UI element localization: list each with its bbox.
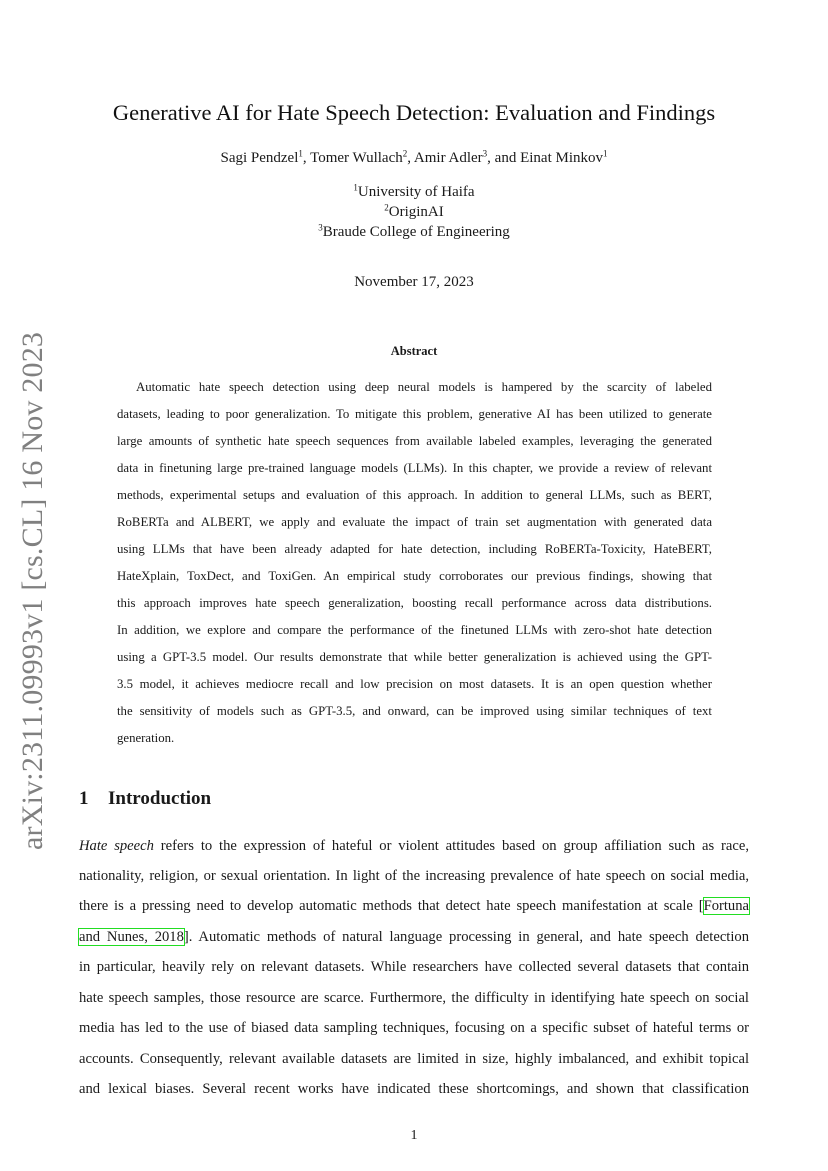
affiliation — [0, 224, 828, 241]
abstract-line: using a GPT-3.5 model. Our results demonstrate that while better generalization is achieved using the GPT- — [117, 650, 712, 664]
author-name: , Tomer Wullach — [302, 150, 403, 166]
abstract-line: this approach improves hate speech generalization, boosting recall performance across data distributions. — [117, 596, 712, 610]
author-affiliation-mark: 2 — [402, 148, 408, 159]
body-line: and lexical biases. Several recent works have indicated these shortcomings, and shown that classification — [79, 1081, 749, 1097]
abstract-heading: Abstract — [390, 344, 438, 358]
affiliation — [0, 204, 828, 221]
author-affiliation-mark: 1 — [298, 148, 303, 159]
author-name: , and Einat Minkov — [487, 150, 603, 166]
arxiv-identifier: arXiv:2311.09993v1 [cs.CL] 16 Nov 2023 — [16, 331, 49, 850]
body-line: in particular, heavily rely on relevant datasets. While researchers have collected several datasets that contain — [79, 959, 749, 975]
citation-link[interactable]: Fortuna — [703, 898, 749, 914]
abstract-line: the sensitivity of models such as GPT-3.5, and onward, can be improved using similar techniques of text — [117, 704, 712, 718]
abstract-line: RoBERTa and ALBERT, we apply and evaluate the impact of train set augmentation with generated data — [117, 515, 712, 529]
paper-title: Generative AI for Hate Speech Detection: Evaluation and Findings — [112, 100, 716, 125]
abstract-line: generation. — [117, 731, 175, 745]
abstract-line: Automatic hate speech detection using deep neural models is hampered by the scarcity of labeled — [136, 380, 712, 394]
abstract-line: large amounts of synthetic hate speech sequences from available labeled examples, leveraging the generated — [117, 434, 712, 448]
affiliation-name: Braude College of Engineering — [322, 224, 510, 240]
body-line: accounts. Consequently, relevant available datasets are limited in size, highly imbalanced, and exhibit topical — [79, 1051, 749, 1067]
body-text: there is a pressing need to develop automatic methods that detect hate speech manifestation at scale [ — [79, 898, 704, 914]
body-text: refers to the expression of hateful or violent attitudes based on group affiliation such as race, — [153, 838, 749, 854]
body-line — [79, 838, 749, 855]
body-line: nationality, religion, or sexual orientation. In light of the increasing prevalence of hate speech on social media, — [79, 868, 749, 884]
abstract-line: In addition, we explore and compare the performance of the finetuned LLMs with zero-shot hate detection — [117, 623, 712, 637]
abstract-line: data in finetuning large pre-trained language models (LLMs). In this chapter, we provide a review of relevant — [117, 461, 712, 475]
emphasized-term: Hate speech — [79, 838, 154, 854]
affiliation-mark: 2 — [384, 202, 389, 213]
affiliation-name: University of Haifa — [357, 184, 475, 200]
author-affiliation-mark: 1 — [603, 148, 608, 159]
abstract-line: using LLMs that have been already adapted for hate detection, including RoBERTa-Toxicity, HateBERT, — [117, 542, 712, 556]
section-heading — [79, 788, 211, 810]
abstract-line: HateXplain, ToxDect, and ToxiGen. An empirical study corroborates our previous findings, showing that — [117, 569, 712, 583]
citation-link[interactable]: and Nunes, 2018 — [79, 929, 184, 945]
body-text: ]. Automatic methods of natural language processing in general, and hate speech detection — [183, 929, 749, 945]
body-line: media has led to the use of biased data sampling techniques, focusing on a specific subset of hateful terms or — [79, 1020, 749, 1036]
body-line — [79, 898, 749, 915]
page-number: 1 — [410, 1128, 418, 1143]
author-list — [0, 150, 828, 167]
affiliation-mark: 1 — [353, 182, 358, 193]
section-title: Introduction — [108, 788, 212, 809]
publication-date: November 17, 2023 — [354, 274, 474, 290]
abstract-line: datasets, leading to poor generalization. To mitigate this problem, generative AI has been utilized to generate — [117, 407, 712, 421]
author-affiliation-mark: 3 — [482, 148, 488, 159]
author-name: , Amir Adler — [407, 150, 483, 166]
affiliation — [0, 184, 828, 201]
author-name: Sagi Pendzel — [220, 150, 299, 166]
body-line — [79, 929, 749, 946]
abstract-line: methods, experimental setups and evaluation of this approach. In addition to general LLMs, such as BERT, — [117, 488, 712, 502]
affiliation-name: OriginAI — [388, 204, 444, 220]
body-line: hate speech samples, those resource are scarce. Furthermore, the difficulty in identifying hate speech on social — [79, 990, 749, 1006]
section-number: 1 — [79, 788, 89, 809]
abstract-line: 3.5 model, it achieves mediocre recall and low precision on most datasets. It is an open question whether — [117, 677, 712, 691]
affiliation-mark: 3 — [318, 222, 323, 233]
